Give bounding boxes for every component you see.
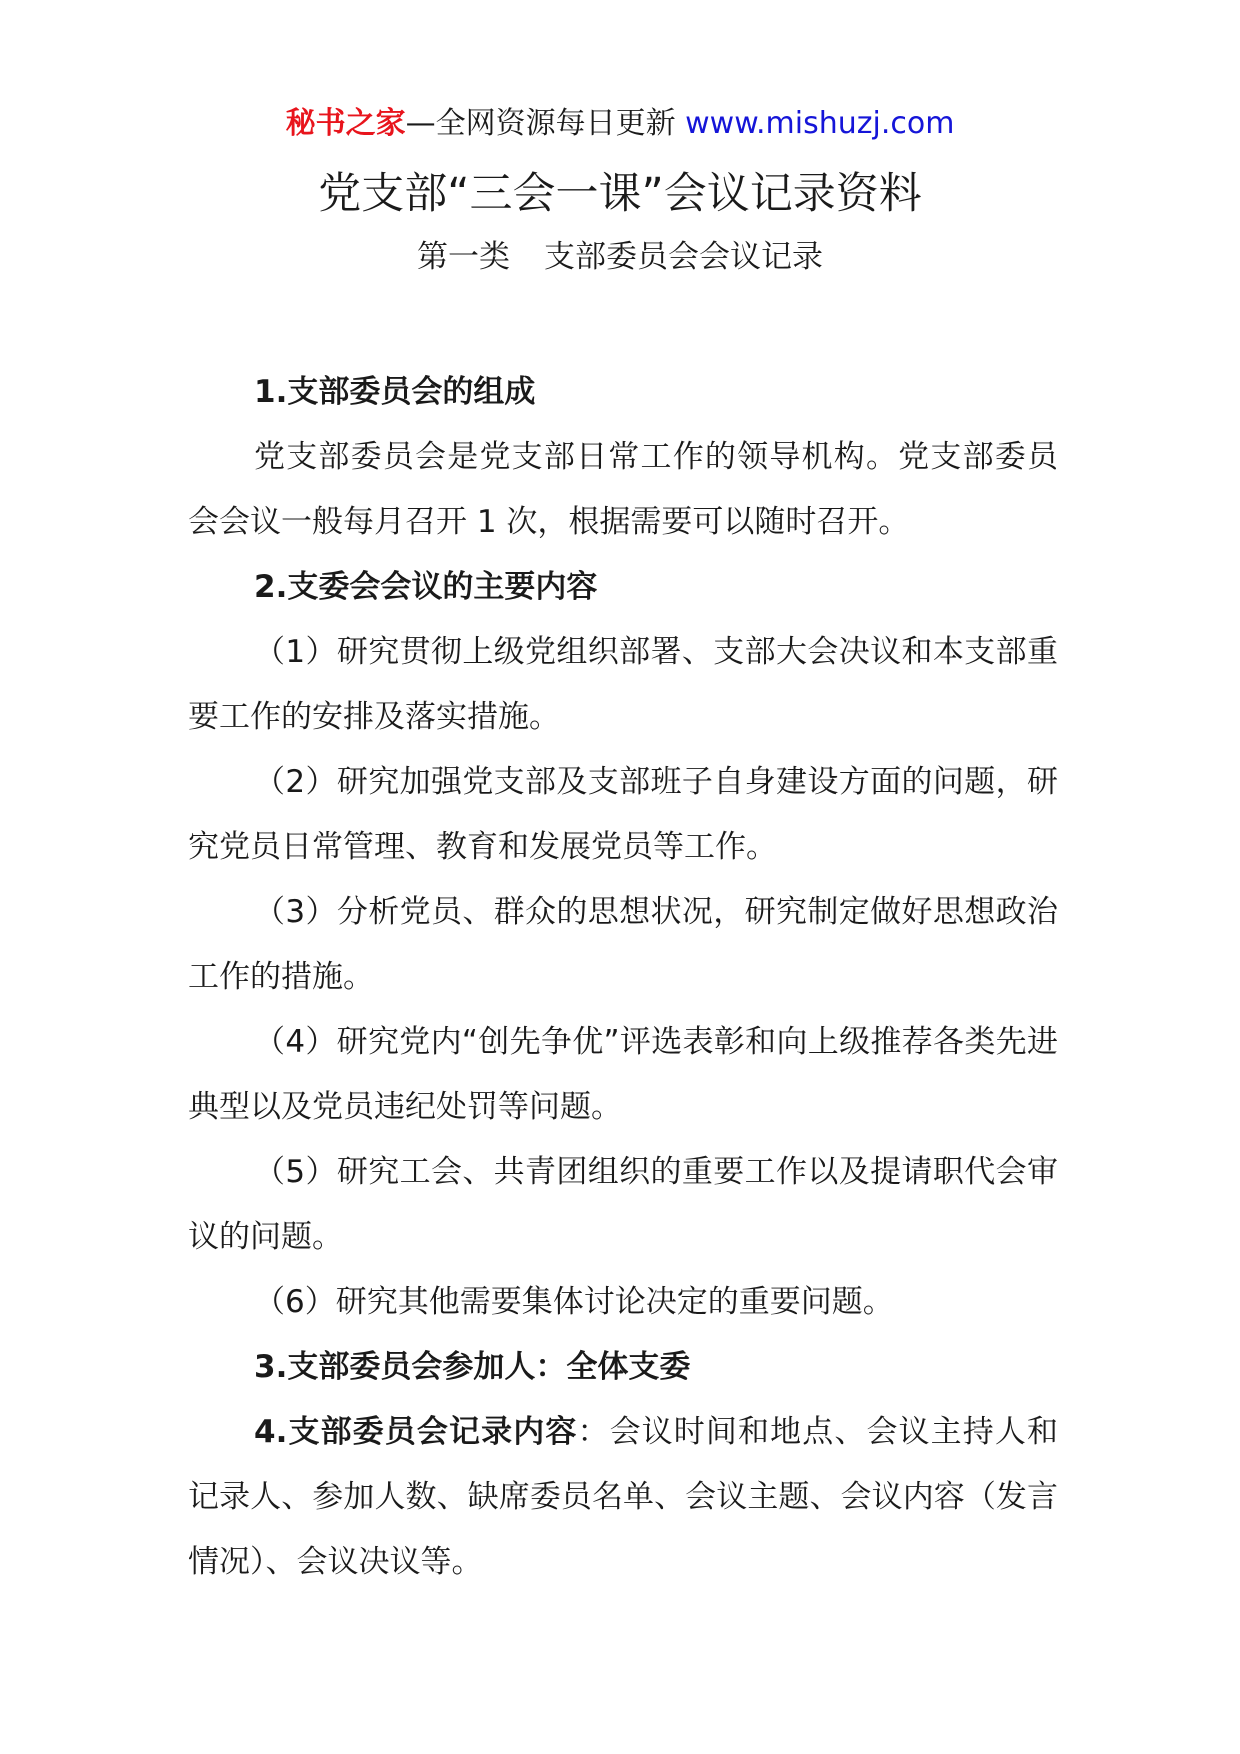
website-link[interactable]: www.mishuzj.com [685,106,955,141]
document-title: 党支部“三会一课”会议记录资料 [318,169,922,219]
section-1-paragraph: 党支部委员会是党支部日常工作的领导机构。党支部委员会会议一般每月召开 1 次，根据需要可以随时召开。 [188,439,1058,540]
section-3-heading: 3.支部委员会参加人：全体支委 [254,1349,691,1385]
section-1-heading: 1.支部委员会的组成 [254,374,536,410]
section-2-heading: 2.支委会会议的主要内容 [254,569,598,605]
section-2-item-6: （6）研究其他需要集体讨论决定的重要问题。 [254,1284,894,1320]
section-4-content: ：会议时间和地点、会议主持人和记录人、参加人数、缺席委员名单、会议主题、会议内容（发言情况）、会议决议等。 [188,1414,1058,1580]
section-2-item-1: （1）研究贯彻上级党组织部署、支部大会决议和本支部重要工作的安排及落实措施。 [188,634,1058,735]
section-4-paragraph [188,1400,1058,1595]
section-4-heading: 4.支部委员会记录内容 [254,1414,578,1450]
banner-slogan: —全网资源每日更新 [405,106,676,141]
section-2-item-2: （2）研究加强党支部及支部班子自身建设方面的问题，研究党员日常管理、教育和发展党员等工作。 [188,764,1058,865]
brand-name: 秘书之家 [285,106,406,141]
section-2-item-5: （5）研究工会、共青团组织的重要工作以及提请职代会审议的问题。 [188,1154,1058,1255]
subtitle-category: 第一类 [417,239,510,275]
document-body [188,360,1058,1595]
section-2-item-3: （3）分析党员、群众的思想状况，研究制定做好思想政治工作的措施。 [188,894,1058,995]
document-subtitle [0,236,1240,278]
subtitle-name: 支部委员会会议记录 [544,239,823,275]
site-banner [0,104,1240,144]
section-2-item-4: （4）研究党内“创先争优”评选表彰和向上级推荐各类先进典型以及党员违纪处罚等问题。 [188,1024,1058,1125]
